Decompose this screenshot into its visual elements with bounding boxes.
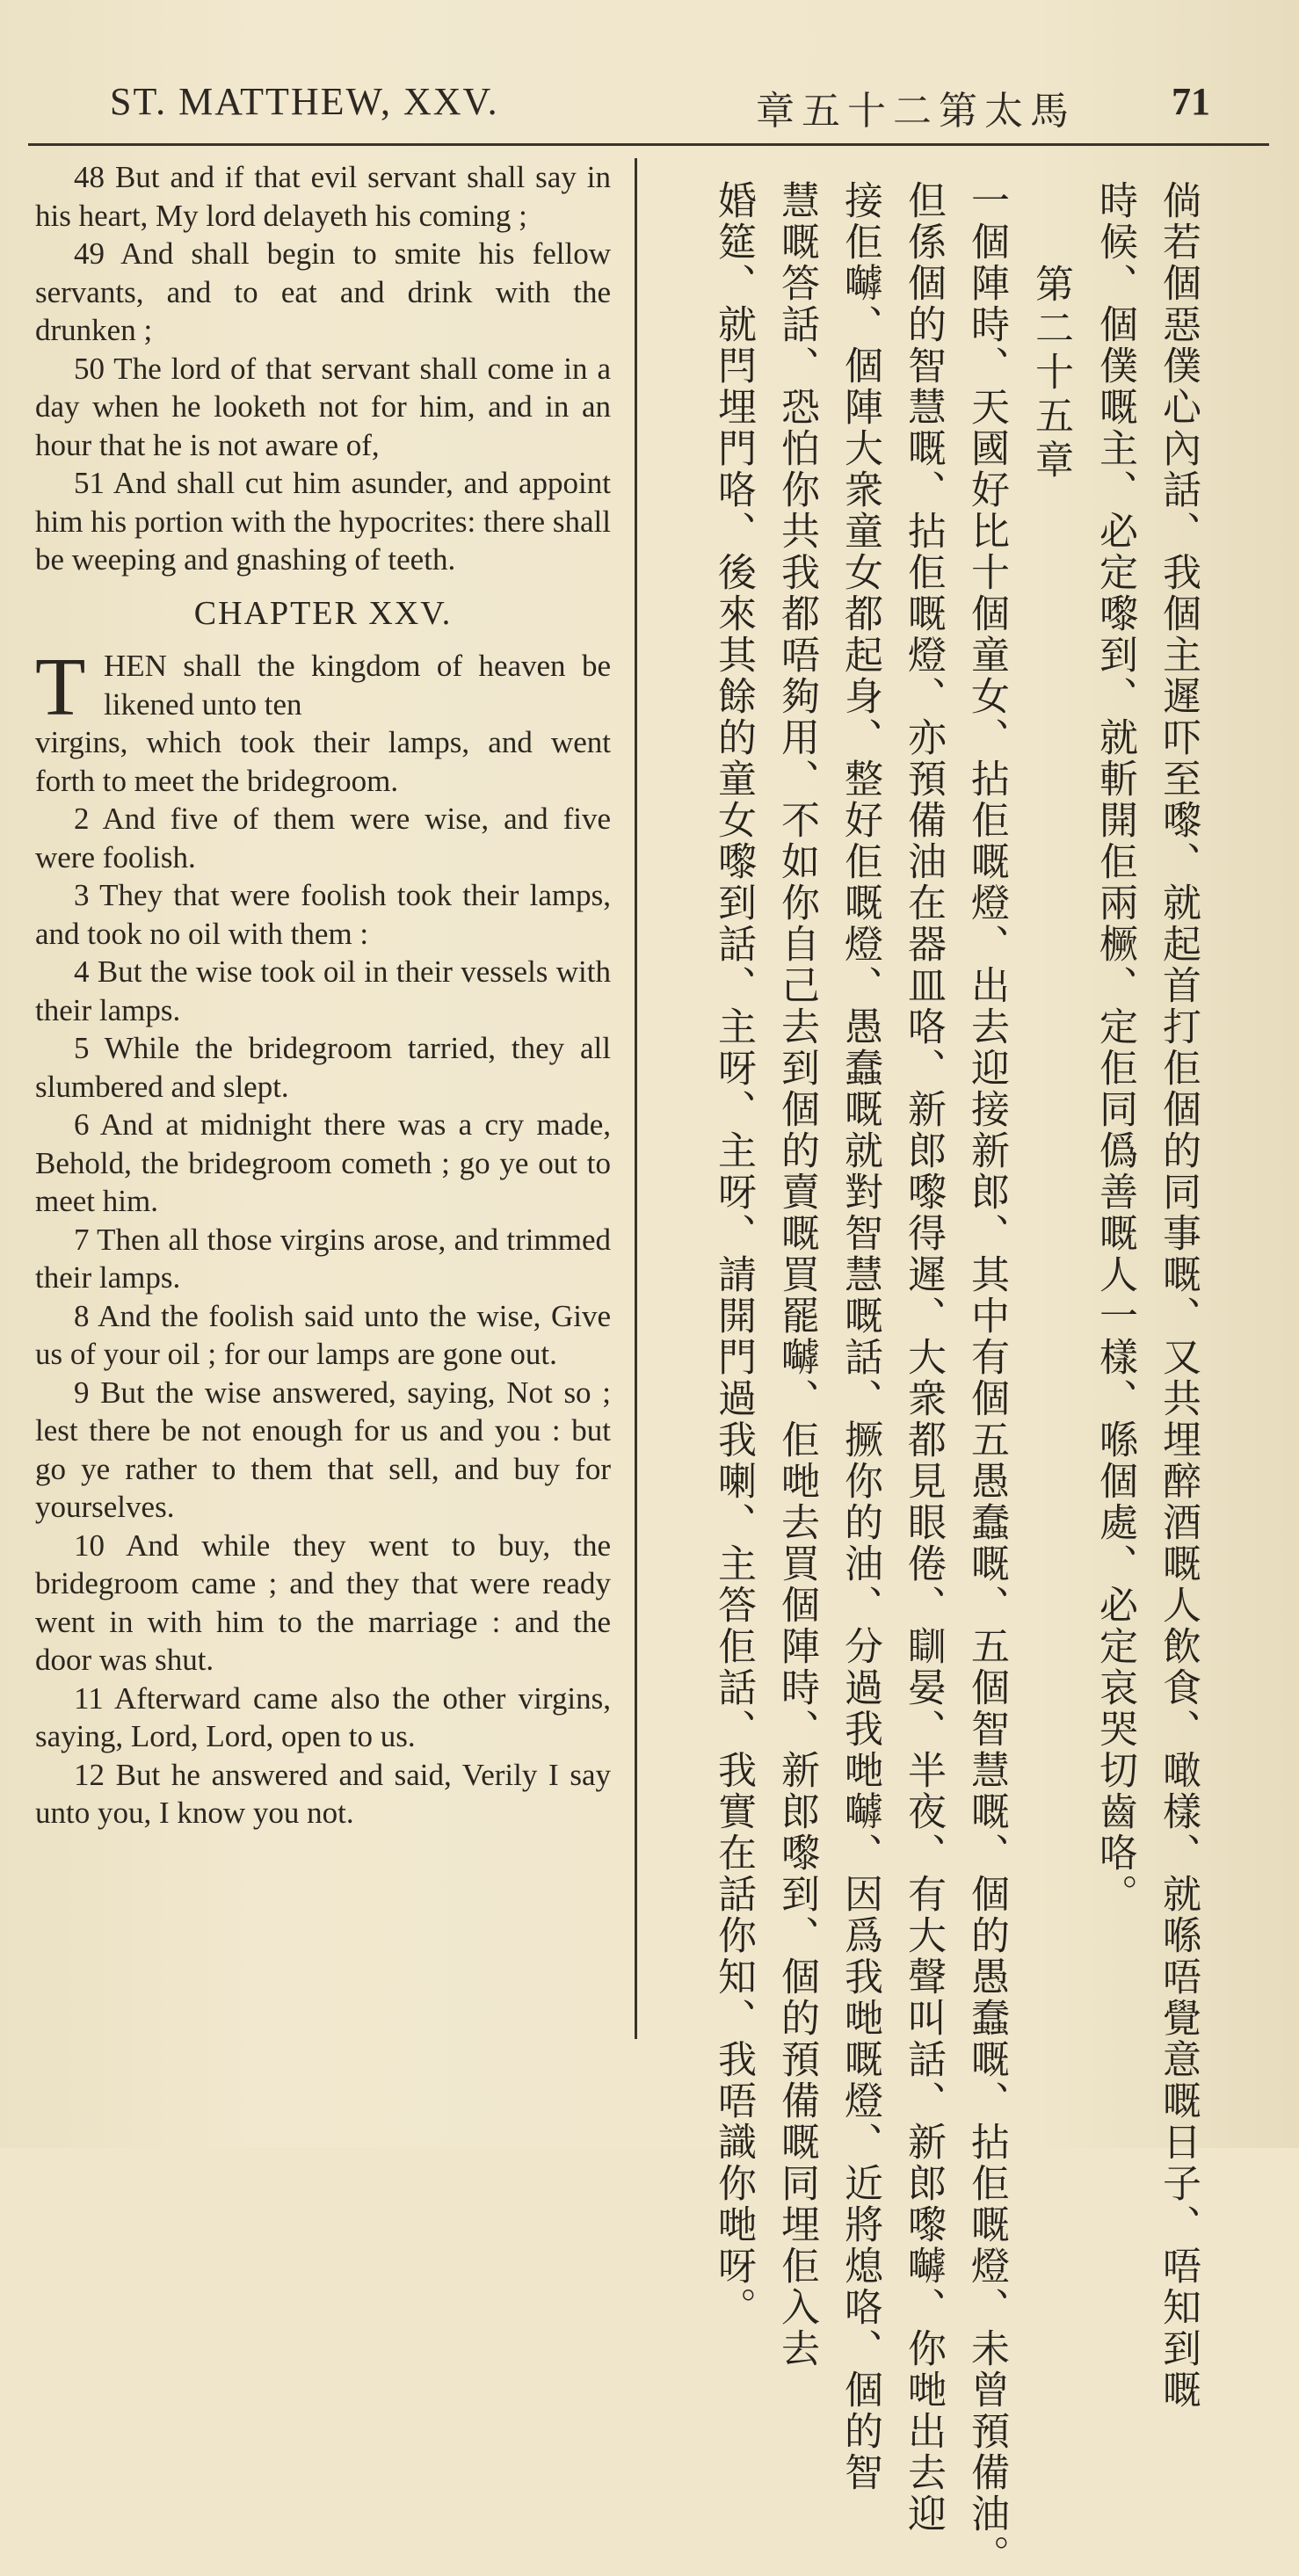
chinese-text-column: 但係個的智慧嘅、拈佢嘅燈、亦預備油在器皿咯、新郎嚟得遲、大衆都見眼倦、瞓晏、半夜、有大聲叫話、新郎嚟嚹、你哋出去迎 [901,180,946,2535]
chinese-text-column: 時候、個僕嘅主、必定嚟到、就斬開佢兩橛、定佢同僞善嘅人一樣、喺個處、必定哀哭切齒咯。 [1092,180,1137,1915]
verse-51: 51 And shall cut him asunder, and appoint him his portion with the hypocrites: there shall be weeping and gnashing of teeth. [35,466,611,577]
verse-6: 6 And at midnight there was a cry made, Behold, the bridegroom cometh ; go ye out to meet him. [35,1107,611,1218]
verse-12: 12 But he answered and said, Verily I say unto you, I know you not. [35,1757,611,1830]
chinese-text-column: 慧嘅答話、恐怕你共我都唔夠用、不如你自己去到個的賣嘅買罷嚹、佢哋去買個陣時、新郎嚟到、個的預備嘅同埋佢入去 [774,180,819,2369]
chapter-heading: CHAPTER XXV. [193,594,453,632]
english-column [35,158,611,1832]
verse-4: 4 But the wise took oil in their vessels with their lamps. [35,954,611,1027]
chinese-text-column: 接佢嚹、個陣大衆童女都起身、整好佢嘅燈、愚蠢嘅就對智慧嘅話、撅你的油、分過我哋嚹、因爲我哋嘅燈、近將熄咯、個的智 [838,180,882,2493]
verse-11: 11 Afterward came also the other virgins, saying, Lord, Lord, open to us. [35,1680,611,1753]
chinese-text-column: 倘若個惡僕心內話、我個主遲吓至嚟、就起首打佢個的同事嘅、又共埋醉酒嘅人飲食、噉樣、就喺唔覺意嘅日子、唔知到嘅 [1156,180,1201,2411]
verse-50: 50 The lord of that servant shall come in a day when he looketh not for him, and in an hour that he is not aware of, [35,351,611,462]
chinese-chapter-heading: 第二十五章 [1028,264,1073,483]
page-header [0,70,1299,149]
verse-3: 3 They that were foolish took their lamps, and took no oil with them : [35,878,611,951]
verse-7: 7 Then all those virgins arose, and trimmed their lamps. [35,1222,611,1295]
verse-48: 48 But and if that evil servant shall say in his heart, My lord delayeth his coming ; [35,160,611,233]
column-divider [635,158,637,2039]
chinese-text-column: 一個陣時、天國好比十個童女、拈佢嘅燈、出去迎接新郎、其中有個五愚蠢嘅、五個智慧嘅、個的愚蠢嘅、拈佢嘅燈、未曾預備油。 [964,180,1009,2576]
chinese-text-column: 婚筵、就閂埋門咯、後來其餘的童女嚟到話、主呀、主呀、請開門過我喇、主答佢話、我實在話你知、我唔識你哋呀。 [711,180,756,2328]
page-number: 71 [1172,80,1210,123]
header-rule [28,143,1269,146]
drop-cap: T [35,642,86,733]
running-title-chinese: 章五十二第太馬 [756,89,1076,134]
verse-9: 9 But the wise answered, saying, Not so ; lest there be not enough for us and you : but go ye rather to them that sell, and buy for yourselves. [35,1375,611,1524]
verse-5: 5 While the bridegroom tarried, they all slumbered and slept. [35,1031,611,1104]
verse-2: 2 And five of them were wise, and five were foolish. [35,802,611,874]
verse-10: 10 And while they went to buy, the bridegroom came ; and they that were ready went in with him to the marriage : and the door was shut. [35,1527,611,1677]
running-title-english: ST. MATTHEW, XXV. [110,80,499,123]
verse-1-continued: virgins, which took their lamps, and went forth to meet the bridegroom. [35,725,611,798]
verse-8: 8 And the foolish said unto the wise, Give us of your oil ; for our lamps are gone out. [35,1298,611,1371]
verse-1-lead-text: HEN shall the kingdom of heaven be likened unto ten [104,649,611,722]
chinese-column-block [642,180,1270,2576]
verse-49: 49 And shall begin to smite his fellow servants, and to eat and drink with the drunken ; [35,236,611,347]
verse-1-lead [35,642,611,733]
